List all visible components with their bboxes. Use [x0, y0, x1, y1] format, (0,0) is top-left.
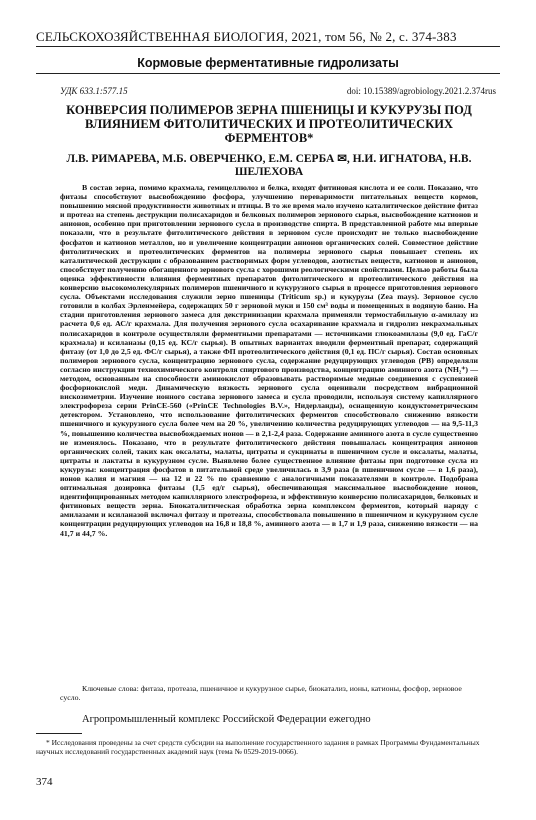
abstract: В состав зерна, помимо крахмала, гемицеллюлоз и белка, входят фитиновая кислота и ее соли. Показано, что фитазы способствуют высвобождению фосфора, улучшению переваримости питательных веществ кормов, повышению мясной продуктивности животных и птицы. В то же время мало изучено каталитическое действие фитаз и протеаз на степень деструкции полисахаридов и белковых полимеров зернового сырья, высвобождение катионов и анионов, особенно при приготовлении зернового сусла в производстве спирта. В представленной работе мы впервые показали, что в результате фитолитического действия в зерновом сусле происходит не только высвобождение фосфатов и катионов металлов, но и увеличение концентрации анионов органических солей. Совместное действие фитолитических и протеолитических ферментов на полимеры зернового сырья повышает степень их каталитической деструкции с образованием растворимых форм углеводов, азотистых веществ, катионов и анионов, способствует получению обогащенного зернового сусла с хорошими реологическими свойствами. Целью работы была оценка эффективности влияния ферментных препаратов фитолитического и протеолитического действия на конверсию высокомолекулярных полимеров пшеничного и кукурузного сырья в процессе приготовления зернового сусла. Объектами исследования служили зерно пшеницы (Triticum sp.) и кукурузы (Zea mays). Зерновое сусло готовили в колбах Эрленмейера, содержащих 50 г зерновой муки и 150 см³ воды и помещенных в водяную баню. На стадии приготовления зернового замеса для декстринизации крахмала применяли термостабильную α-амилазу из расчета 0,6 ед. АС/г крахмала. Для получения зернового сусла осахаривание крахмала и гидролиз некрахмальных полисахаридов в контроле осуществляли ферментными препаратами — источниками глюкоамилазы (9,0 ед. ГаС/г крахмала) и ксиланазы (0,15 ед. КС/г сырья). В опытных вариантах вводили ферментный препарат, содержащий фитазу (от 1,0 до 2,5 ед. ФС/г сырья), а также ФП протеолитического действия (0,1 ед. ПС/г сырья). Состав основных полимеров зернового сусла, концентрацию зернового сусла, содержание редуцирующих углеводов (РВ) определяли согласно инструкции технохимического контроля спиртового производства, концентрацию аминного азота (NH₂⁺) — методом, основанным на способности аминокислот образовывать растворимые медные соединения с суспензией фосфорнокислой меди. Динамическую вязкость зернового сусла оценивали посредством вибрационной вискозиметрии. Изучение ионного состава зернового замеса и сусла проводили, используя систему капиллярного электрофореза серии PrinCE-560 («PrinCE Technologies B.V.», Нидерланды), оснащенную кондуктометрическим детектором. Установлено, что использование фитолитических ферментов способствовало снижению вязкости пшеничного и кукурузного сусла более чем на 20 %, увеличению количества редуцирующих углеводов — на 9,5-11,3 %, повышению количества высвобождаемых ионов — в 2,1-2,4 раза. Содержание аминного азота в сусле существенно не изменялось. Показано, что в результате фитолитического действия повышалась концентрация анионов органических солей, таких как оксалаты, малаты, цитраты и сукцинаты в пшеничном сусле и оксалаты, малаты, цитраты и лактаты в кукурузном сусле. Выявлено более существенное влияние фитазы при подготовке сусла из кукурузы: концентрация фосфатов в питательной среде увеличилась в 3,9 раза (в пшеничном сусле — в 1,6 раза), ионов калия и магния — на 12 и 22 % по сравнению с аналогичными показателями в контроле. Подобрана оптимальная дозировка фитазы (1,5 ед/г сырья), обеспечивающая максимальное высвобождение ионов, идентифицированных методом капиллярного электрофореза, и эффективную конверсию полисахаридов, белковых и фитиновых веществ зерна. Биокаталитическая обработка зерна комплексом ферментов, который наряду с амилазами и ксиланазой включал фитазу и протеазы, способствовала повышению в пшеничном и кукурузном сусле концентрации редуцирующих углеводов на 16,8 и 18,8 %, аминного азота — в 1,7 и 1,9 раза, снижению вязкости — на 41,7 и 44,7 %. — [60, 183, 478, 538]
doi-link[interactable]: doi: 10.15389/agrobiology.2021.2.374rus — [346, 86, 496, 96]
page-number: 374 — [36, 776, 53, 788]
journal-header: СЕЛЬСКОХОЗЯЙСТВЕННАЯ БИОЛОГИЯ, 2021, том 56, № 2, с. 374-383 — [36, 29, 457, 44]
section-title: Кормовые ферментативные гидролизаты — [137, 56, 399, 70]
header-rule — [36, 46, 500, 47]
body-text: Агропромышленный комплекс Российской Федерации ежегодно — [82, 714, 371, 725]
footnote-rule — [36, 733, 82, 734]
article-title: КОНВЕРСИЯ ПОЛИМЕРОВ ЗЕРНА ПШЕНИЦЫ И КУКУРУЗЫ ПОД ВЛИЯНИЕМ ФИТОЛИТИЧЕСКИХ И ПРОТЕОЛИТИЧЕСКИХ ФЕРМЕНТОВ* — [66, 103, 472, 145]
section-rule — [36, 73, 500, 74]
footnote: * Исследования проведены за счет средств субсидии на выполнение государственного задания в рамках Программы Фундаментальных научных исследований государственных академий наук (тема № 0529-2019-0066). — [36, 738, 480, 756]
article-authors: Л.В. РИМАРЕВА, М.Б. ОВЕРЧЕНКО, Е.М. СЕРБА ✉, Н.И. ИГНАТОВА, Н.В. ШЕЛЕХОВА — [66, 153, 472, 178]
keywords: Ключевые слова: фитаза, протеаза, пшеничное и кукурузное сырье, биокатализ, ионы, катионы, фосфор, зерновое сусло. — [60, 684, 462, 703]
udk-code: УДК 633.1:577.15 — [60, 86, 128, 96]
